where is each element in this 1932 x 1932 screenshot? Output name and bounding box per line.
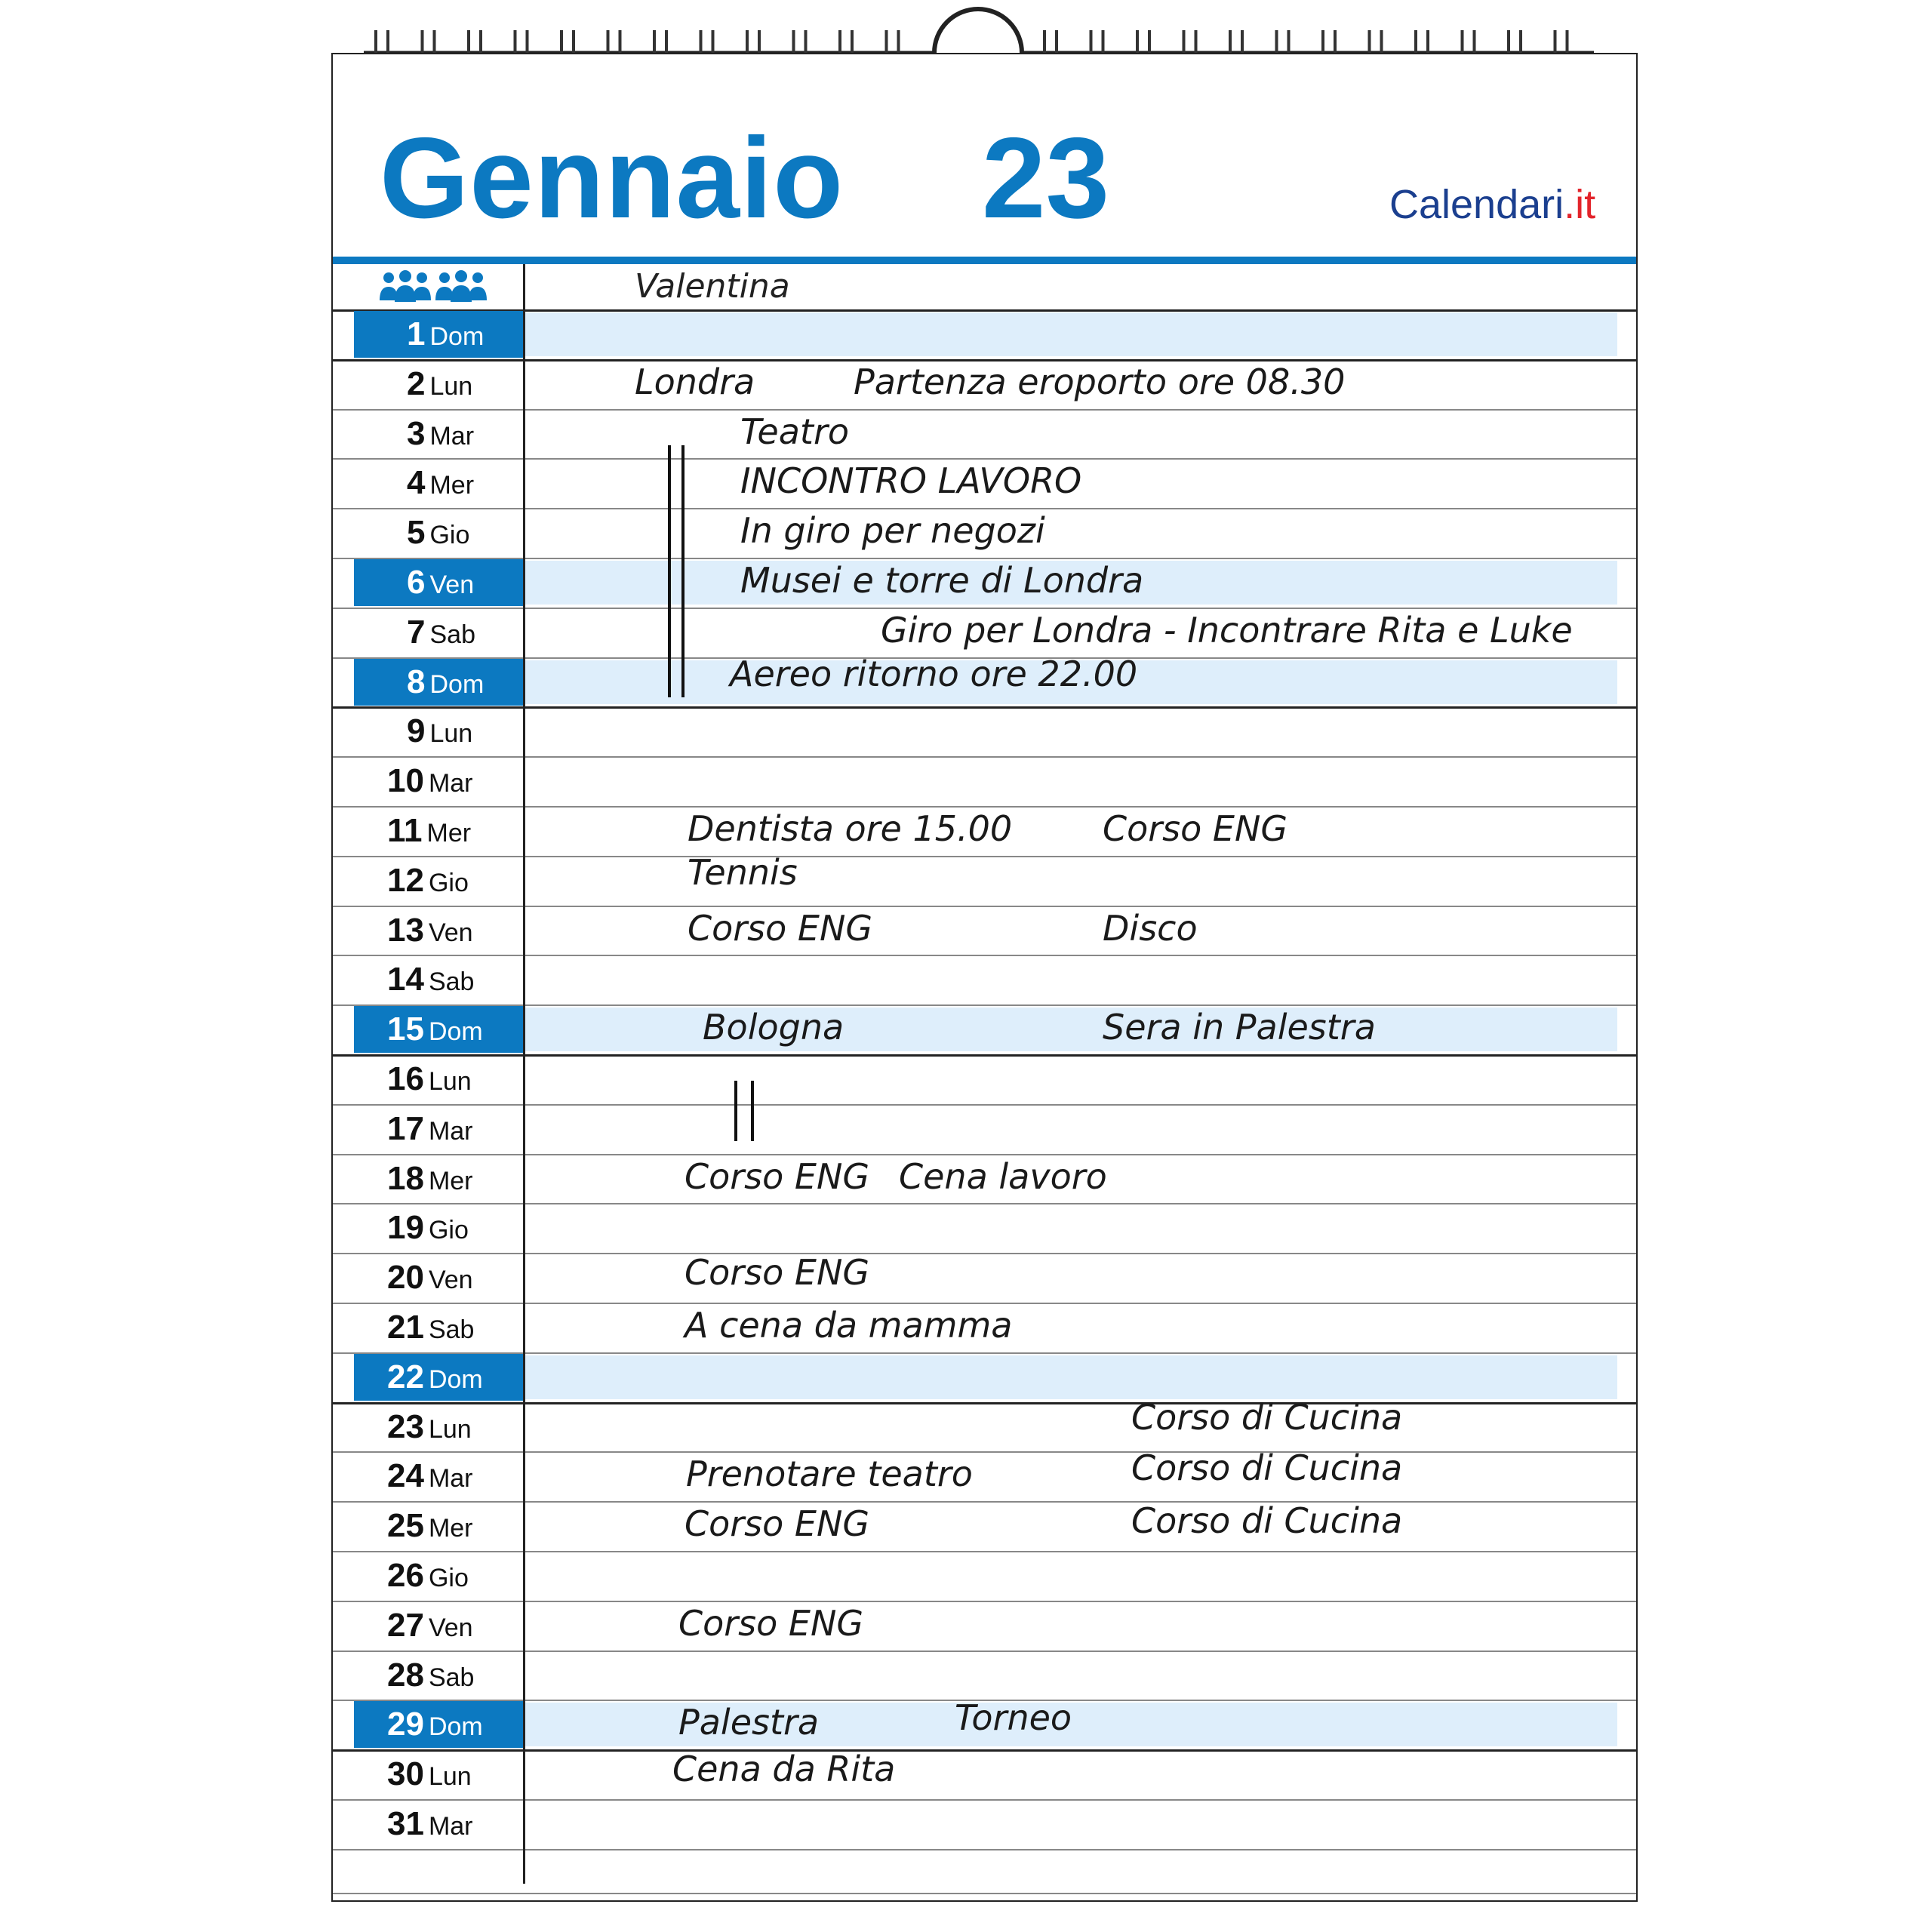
day-label [354, 361, 523, 408]
weekday-name: Ven [429, 571, 475, 599]
day-number: 30 [387, 1755, 424, 1793]
day-number: 5 [407, 514, 426, 552]
weekday-name: Mar [429, 421, 475, 451]
day-label [354, 808, 523, 854]
day-label [354, 1652, 523, 1699]
day-label [354, 857, 523, 904]
day-label [354, 1453, 523, 1500]
weekday-name: Mar [428, 1812, 473, 1841]
handwritten-note: Partenza eroporto ore 08.30 [854, 361, 1346, 402]
day-label [354, 1801, 523, 1847]
weekday-name: Ven [428, 1266, 473, 1295]
day-row [333, 1799, 1636, 1849]
day-row [333, 508, 1636, 558]
day-number: 11 [387, 812, 423, 849]
weekday-name: Gio [428, 868, 469, 897]
trip-bracket-line [668, 445, 671, 697]
people-group-icon [378, 270, 491, 303]
weekday-name: Mer [426, 819, 472, 848]
handwritten-note: Prenotare teatro [686, 1454, 973, 1495]
trip-bracket-line [734, 1081, 737, 1141]
handwritten-note: Torneo [955, 1697, 1072, 1739]
handwritten-note: Corso di Cucina [1131, 1447, 1403, 1489]
day-label [354, 1304, 523, 1351]
day-row [333, 1004, 1636, 1054]
weekday-name: Sab [429, 620, 475, 649]
day-label [354, 1106, 523, 1152]
handwritten-note: Corso ENG [685, 1503, 870, 1545]
day-label [354, 1254, 523, 1301]
calendar-page [331, 53, 1638, 1902]
day-number: 14 [387, 961, 424, 998]
day-label [354, 609, 523, 656]
day-number: 29 [387, 1706, 424, 1743]
day-row [333, 458, 1636, 508]
day-label [354, 1056, 523, 1103]
day-row [333, 756, 1636, 806]
brand-name: Calendari [1389, 182, 1564, 227]
day-label [354, 1602, 523, 1649]
weekday-name: Lun [429, 371, 473, 401]
day-number: 16 [387, 1060, 424, 1097]
weekday-name: Dom [428, 1017, 483, 1047]
day-number: 12 [387, 861, 424, 899]
day-number: 2 [407, 365, 426, 402]
day-row [333, 1104, 1636, 1154]
day-label [354, 1701, 523, 1748]
day-label [354, 1155, 523, 1202]
day-label [354, 1751, 523, 1798]
day-row [333, 1697, 1636, 1749]
day-number: 27 [387, 1606, 424, 1644]
handwritten-note: Giro per Londra - Incontrare Rita e Luke [881, 609, 1573, 651]
day-row [333, 309, 1636, 359]
weekday-name: Dom [429, 669, 485, 699]
weekday-name: Lun [428, 1067, 472, 1096]
day-number: 28 [387, 1656, 424, 1694]
weekday-name: Sab [428, 1315, 475, 1344]
weekday-name: Dom [428, 1712, 483, 1742]
highlight-band [523, 1008, 1617, 1051]
weekday-name: Mar [428, 1464, 473, 1494]
day-number: 3 [407, 414, 426, 452]
handwritten-note: Dentista ore 15.00 [688, 808, 1013, 849]
weekday-name: Mer [428, 1166, 473, 1195]
day-number: 8 [407, 663, 426, 700]
day-row [333, 851, 1636, 906]
row-separator [333, 1849, 1636, 1850]
day-row [333, 1651, 1636, 1700]
weekday-name: Ven [428, 1613, 473, 1642]
day-number: 13 [387, 911, 424, 949]
handwritten-note: Corso ENG [688, 907, 873, 949]
day-label [354, 1404, 523, 1451]
day-number: 25 [387, 1507, 424, 1545]
day-number: 15 [387, 1011, 424, 1048]
day-row [333, 1396, 1636, 1452]
day-row [333, 558, 1636, 608]
weekday-name: Dom [429, 322, 485, 351]
handwritten-note: Tennis [688, 851, 798, 893]
handwritten-note: Teatro [740, 411, 849, 452]
day-number: 24 [387, 1457, 424, 1495]
day-number: 6 [407, 564, 426, 601]
day-row [333, 1447, 1636, 1501]
names-label: Valentina [635, 267, 790, 306]
day-row [333, 955, 1636, 1004]
handwritten-note: Bologna [703, 1007, 844, 1048]
row-separator [333, 1893, 1636, 1894]
weekday-name: Mar [428, 769, 473, 798]
weekday-name: Sab [428, 1663, 475, 1692]
handwritten-note: Musei e torre di Londra [740, 560, 1144, 601]
weekday-name: Gio [429, 521, 470, 550]
handwritten-note: Corso di Cucina [1131, 1396, 1403, 1438]
day-row [333, 1601, 1636, 1651]
day-row [333, 653, 1636, 707]
weekday-name: Sab [428, 968, 475, 997]
day-row [333, 1352, 1636, 1402]
day-row [333, 359, 1636, 409]
day-label [354, 1503, 523, 1549]
day-row [333, 1551, 1636, 1601]
day-row [333, 1154, 1636, 1204]
day-number: 20 [387, 1259, 424, 1297]
highlight-band [523, 312, 1617, 356]
day-label [354, 559, 523, 606]
weekday-name: Dom [428, 1364, 483, 1394]
handwritten-note: Corso ENG [1103, 808, 1288, 849]
month-title: Gennaio [380, 114, 844, 242]
handwritten-note: INCONTRO LAVORO [740, 460, 1082, 502]
day-label [354, 907, 523, 954]
handwritten-note: Disco [1103, 907, 1198, 949]
day-row [333, 706, 1636, 756]
trip-bracket-line [751, 1081, 754, 1141]
handwritten-note: Cena lavoro [899, 1155, 1107, 1197]
weekday-name: Mer [428, 1514, 473, 1543]
day-row [333, 608, 1636, 657]
handwritten-note: Londra [635, 361, 755, 402]
weekday-name: Gio [428, 1216, 469, 1245]
handwritten-note: Sera in Palestra [1103, 1007, 1376, 1048]
handwritten-note: Palestra [678, 1702, 820, 1743]
day-number: 31 [387, 1805, 424, 1842]
day-row [333, 1303, 1636, 1352]
weekday-name: Lun [429, 719, 473, 749]
brand-tld: .it [1564, 182, 1596, 227]
day-row [333, 806, 1636, 856]
day-number: 1 [407, 315, 426, 352]
day-number: 26 [387, 1557, 424, 1594]
day-label [354, 956, 523, 1003]
weekday-name: Ven [428, 918, 473, 947]
day-label [354, 708, 523, 755]
weekday-name: Mar [428, 1116, 473, 1146]
day-row [333, 409, 1636, 459]
day-number: 19 [387, 1209, 424, 1247]
header-rule [333, 257, 1636, 264]
day-label [354, 1552, 523, 1599]
day-number: 4 [407, 464, 426, 502]
day-number: 7 [407, 613, 426, 651]
names-row [333, 264, 1636, 309]
weekday-name: Mer [429, 471, 475, 500]
day-number: 9 [407, 712, 426, 750]
weekday-name: Lun [428, 1414, 472, 1444]
handwritten-note: Corso ENG [685, 1155, 870, 1197]
day-row [333, 906, 1636, 955]
trip-bracket-line [681, 445, 685, 697]
day-number: 10 [387, 762, 424, 800]
day-row [333, 1501, 1636, 1551]
year-title: 23 [982, 114, 1110, 242]
day-number: 22 [387, 1358, 424, 1395]
handwritten-note: A cena da mamma [685, 1305, 1013, 1346]
day-number: 17 [387, 1109, 424, 1147]
column-divider [523, 264, 525, 1884]
day-label [354, 509, 523, 556]
day-number: 23 [387, 1407, 424, 1445]
day-label [354, 1204, 523, 1251]
handwritten-note: Cena da Rita [672, 1749, 896, 1790]
day-number: 21 [387, 1309, 424, 1346]
handwritten-note: Corso ENG [685, 1252, 870, 1294]
handwritten-note: Corso di Cucina [1131, 1500, 1403, 1542]
day-label [354, 411, 523, 457]
day-row [333, 1749, 1636, 1799]
day-label [354, 460, 523, 506]
handwritten-note: In giro per negozi [740, 510, 1045, 552]
handwritten-note: Corso ENG [678, 1602, 864, 1644]
weekday-name: Lun [428, 1762, 472, 1792]
day-row [333, 1054, 1636, 1104]
day-number: 18 [387, 1159, 424, 1197]
weekday-name: Gio [428, 1564, 469, 1592]
day-label [354, 311, 523, 358]
day-label [354, 1354, 523, 1401]
day-row [333, 1203, 1636, 1253]
brand-logo [1389, 184, 1595, 225]
highlight-band [523, 1355, 1617, 1399]
day-label [354, 1006, 523, 1053]
day-row [333, 1253, 1636, 1303]
handwritten-note: Aereo ritorno ore 22.00 [730, 653, 1138, 694]
day-label [354, 659, 523, 706]
day-label [354, 758, 523, 804]
